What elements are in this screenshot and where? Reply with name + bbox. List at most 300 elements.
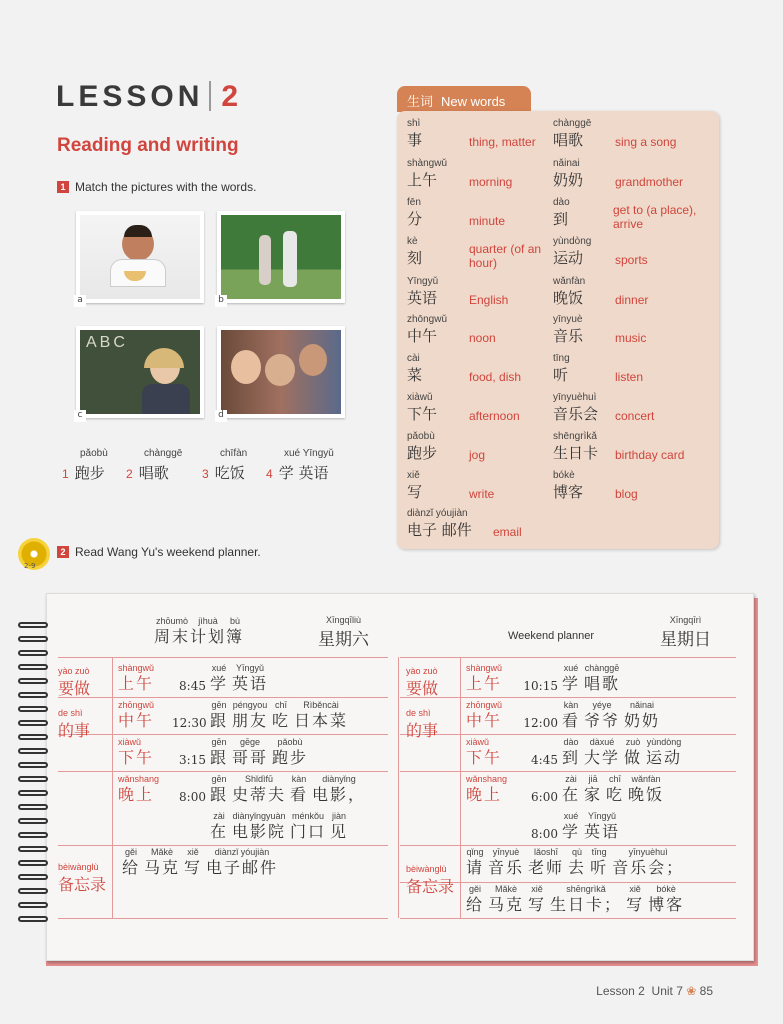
word-hanzi: 音乐 (488, 858, 525, 877)
task-text: Read Wang Yu's weekend planner. (75, 545, 261, 559)
spiral-ring (18, 846, 48, 852)
title-word: bù 簿 (226, 616, 245, 646)
word-pinyin: wǎnfàn (631, 774, 661, 784)
activity-word (290, 810, 326, 842)
memo-word (122, 846, 140, 878)
picture-label: a (74, 295, 86, 307)
activity-word (584, 810, 620, 842)
footer-unit: Unit 7 (651, 984, 683, 998)
word-hanzi: 写 (184, 858, 203, 877)
audio-track-label: 2-9 (24, 562, 36, 570)
option-pinyin: chànggē (144, 448, 183, 459)
vocab-hanzi: 上午 (407, 171, 438, 189)
column-line (112, 657, 113, 918)
time-value: 3:15 (179, 753, 206, 767)
vocab-hanzi: 刻 (407, 249, 423, 267)
vocab-entry (553, 392, 713, 432)
spiral-ring (18, 874, 48, 880)
word-pinyin: xiě (531, 884, 543, 894)
vocab-english: email (493, 525, 522, 539)
vocab-entry (407, 431, 557, 471)
word-hanzi: 生日卡； (550, 895, 623, 914)
word-pinyin: gēge (240, 737, 261, 747)
task-number: 2 (57, 546, 69, 558)
activity-word (232, 773, 286, 805)
vocab-pinyin: pǎobù (407, 431, 435, 442)
activity-word (584, 773, 602, 805)
time-of-day (118, 699, 172, 731)
activity-word (628, 773, 664, 805)
word-hanzi: 吃 (272, 711, 291, 730)
word-pinyin: kàn (563, 700, 579, 710)
plan-row (466, 662, 624, 694)
time-of-day (466, 736, 520, 768)
jogger-2 (283, 231, 297, 287)
picture-d (217, 326, 345, 418)
picture-b (217, 211, 345, 303)
word-pinyin: gēn (211, 700, 227, 710)
activity-word (312, 773, 366, 805)
word-pinyin: lǎoshī (534, 847, 559, 857)
memo-word (488, 846, 524, 878)
vocab-english: write (469, 487, 495, 501)
vocab-entry (407, 470, 557, 510)
word-hanzi: 史蒂夫 (232, 785, 287, 804)
activity-word (272, 699, 290, 731)
vocab-english: afternoon (469, 409, 520, 423)
word-hanzi: 去 (568, 858, 587, 877)
word-pinyin: gěi (469, 884, 482, 894)
vocab-pinyin: xiě (407, 470, 420, 481)
vocab-entry (553, 197, 713, 237)
label-pinyin: xiàwǔ (466, 737, 490, 747)
memo-row (466, 883, 688, 915)
word-hanzi: 马克 (144, 858, 181, 877)
vocab-pinyin: dào (553, 197, 570, 208)
vocab-pinyin: shēngrìkǎ (553, 431, 597, 442)
plan-row (118, 736, 312, 768)
word-hanzi: 朋友 (232, 711, 269, 730)
vocab-hanzi: 事 (407, 131, 423, 149)
word-pinyin: yīnyuè (492, 847, 520, 857)
memo-word (568, 846, 586, 878)
option-4 (266, 448, 334, 483)
word-pinyin: gěi (125, 847, 138, 857)
word-pinyin: bókè (656, 884, 676, 894)
lesson-number: 2 (221, 80, 243, 113)
spiral-ring (18, 860, 48, 866)
vocab-english: sports (615, 253, 648, 267)
option-3 (202, 448, 247, 483)
option-2 (126, 448, 182, 483)
activity-word (210, 736, 228, 768)
memo-word (626, 883, 644, 915)
word-pinyin: zài (213, 811, 225, 821)
word-hanzi: 家 (584, 785, 603, 804)
jogger-1 (259, 235, 271, 285)
vocab-pinyin: yīnyuè (553, 314, 583, 325)
picture-a (76, 211, 204, 303)
vocab-entry (407, 353, 557, 393)
ruled-line (58, 697, 388, 698)
plan-row (466, 699, 664, 731)
word-hanzi: 请 (466, 858, 485, 877)
word-pinyin: zuò (625, 737, 641, 747)
word-pinyin: jiàn (332, 811, 347, 821)
picture-label: b (215, 295, 227, 307)
memo-word (466, 846, 484, 878)
activity-word (232, 736, 268, 768)
activity-word (290, 773, 308, 805)
activity-word (294, 699, 348, 731)
word-hanzi: 哥哥 (232, 748, 269, 767)
ruled-line (58, 771, 388, 772)
word-hanzi: 爷爷 (584, 711, 621, 730)
plan-row (118, 662, 272, 694)
spiral-ring (18, 902, 48, 908)
vocab-hanzi: 生日卡 (553, 444, 599, 462)
spiral-ring (18, 776, 48, 782)
label-pinyin: wǎnshang (118, 774, 160, 784)
vocab-hanzi: 中午 (407, 327, 438, 345)
time-value: 8:00 (531, 827, 558, 841)
vocab-entry (407, 508, 557, 548)
ruled-line (400, 697, 736, 698)
word-hanzi: 晚饭 (628, 785, 665, 804)
vocab-pinyin: shàngwǔ (407, 158, 448, 169)
word-hanzi: 跟 (210, 785, 229, 804)
word-pinyin: chī (275, 700, 288, 710)
memo-word (206, 846, 278, 878)
word-hanzi: 老师 (528, 858, 565, 877)
task-text: Match the pictures with the words. (75, 180, 257, 194)
vocab-english: listen (615, 370, 644, 384)
word-hanzi: 门口 (290, 822, 327, 841)
option-pinyin: pǎobù (80, 448, 108, 459)
ruled-line (400, 734, 736, 735)
vocab-hanzi: 运动 (553, 249, 584, 267)
vocab-hanzi: 菜 (407, 366, 423, 384)
word-pinyin: pǎobù (277, 737, 303, 747)
vocab-hanzi: 写 (407, 483, 423, 501)
word-hanzi: 给 (466, 895, 485, 914)
vocab-pinyin: fēn (407, 197, 421, 208)
word-hanzi: 奶奶 (624, 711, 661, 730)
word-pinyin: zài (565, 774, 577, 784)
plan-row (118, 699, 352, 731)
footer-lesson: Lesson 2 (596, 984, 645, 998)
vocab-english: dinner (615, 293, 649, 307)
word-pinyin: Shǐdìfū (245, 774, 274, 784)
lesson-title (56, 80, 242, 114)
word-pinyin: gēn (211, 737, 227, 747)
vocab-pinyin: wǎnfàn (553, 276, 586, 287)
word-pinyin: yīnyuèhuì (628, 847, 668, 857)
word-hanzi: 英语 (584, 822, 621, 841)
vocab-entry (407, 197, 557, 237)
title-word: zhōumò 周末 (154, 616, 191, 646)
vocab-entry (407, 314, 557, 354)
vocab-pinyin: zhōngwǔ (407, 314, 448, 325)
vocab-pinyin: kè (407, 236, 418, 247)
memo-word (612, 846, 684, 878)
spiral-ring (18, 818, 48, 824)
flower-icon: ❀ (686, 984, 697, 998)
vocab-pinyin: shì (407, 118, 421, 129)
activity-word (210, 662, 228, 694)
tab-chinese: 生词 (407, 95, 434, 110)
new-words-tab (397, 86, 531, 112)
todo-label-sun: yào zuò 要做 (406, 666, 439, 698)
vocab-english: birthday card (615, 448, 685, 462)
vocab-entry (407, 158, 557, 198)
option-pinyin: chīfàn (220, 448, 248, 459)
word-hanzi: 给 (122, 858, 141, 877)
word-hanzi: 运动 (646, 748, 683, 767)
word-pinyin: dàxué (589, 737, 615, 747)
picture-label: c (74, 410, 86, 422)
option-hanzi: 学 英语 (278, 464, 329, 482)
page-footer (596, 984, 713, 998)
vocab-entry (553, 118, 713, 158)
option-hanzi: 吃饭 (214, 464, 245, 482)
word-pinyin: dào (563, 737, 579, 747)
time-of-day (466, 773, 520, 805)
boy-hair (124, 225, 152, 237)
memo-word (184, 846, 202, 878)
vocab-hanzi: 英语 (407, 289, 438, 307)
word-pinyin: xué (563, 811, 579, 821)
sunday-heading: Xīngqīrì 星期日 (660, 615, 711, 650)
vocab-entry (553, 158, 713, 198)
things-label-sun: de shì 的事 (406, 708, 439, 740)
activity-word (562, 736, 580, 768)
memo-row (466, 846, 688, 878)
vocab-english: get to (a place), arrive (613, 203, 697, 231)
ruled-line (58, 918, 388, 919)
word-hanzi: 电子邮件 (206, 858, 279, 877)
vocab-english: quarter (of an hour) (469, 242, 542, 270)
word-pinyin: xiě (629, 884, 641, 894)
label-pinyin: wǎnshang (466, 774, 508, 784)
singer-3 (299, 344, 327, 376)
word-hanzi: 学 (562, 822, 581, 841)
label-hanzi: 中午 (118, 711, 155, 730)
activity-word (562, 810, 580, 842)
time-of-day (118, 773, 172, 805)
ruled-line (400, 771, 736, 772)
vocab-hanzi: 听 (553, 366, 569, 384)
time-value: 8:45 (179, 679, 206, 693)
planner-title (154, 615, 244, 647)
saturday-heading: Xīngqīliù 星期六 (318, 615, 369, 650)
girl-uniform (142, 384, 190, 414)
word-hanzi: 大学 (584, 748, 621, 767)
vocab-english: concert (615, 409, 655, 423)
spiral-ring (18, 664, 48, 670)
word-pinyin: jiā (588, 774, 598, 784)
label-pinyin: zhōngwǔ (466, 700, 503, 710)
spiral-ring (18, 734, 48, 740)
vocab-english: jog (469, 448, 486, 462)
activity-word (210, 810, 228, 842)
spiral-ring (18, 748, 48, 754)
activity-word (232, 699, 268, 731)
word-hanzi: 学 (562, 674, 581, 693)
vocab-english: noon (469, 331, 496, 345)
spiral-ring (18, 636, 48, 642)
word-hanzi: 在 (562, 785, 581, 804)
plan-row (118, 773, 370, 805)
label-hanzi: 上午 (466, 674, 503, 693)
word-hanzi: 在 (210, 822, 229, 841)
memo-word (590, 846, 608, 878)
word-pinyin: diànyǐng (322, 774, 356, 784)
time-value: 6:00 (531, 790, 558, 804)
word-hanzi: 博客 (648, 895, 685, 914)
time-of-day (118, 662, 172, 694)
option-number: 4 (266, 467, 273, 481)
word-pinyin: shēngrìkǎ (566, 884, 606, 894)
word-hanzi: 跟 (210, 711, 229, 730)
word-hanzi: 电影院 (232, 822, 287, 841)
vocab-entry (553, 314, 713, 354)
word-hanzi: 音乐会； (612, 858, 685, 877)
girl-hair (144, 348, 184, 368)
word-hanzi: 电影， (312, 785, 367, 804)
vocab-entry (553, 431, 713, 471)
memo-word (488, 883, 524, 915)
time-value: 4:45 (531, 753, 558, 767)
spiral-ring (18, 832, 48, 838)
memo-word (528, 883, 546, 915)
word-pinyin: xué (563, 663, 579, 673)
spiral-ring (18, 650, 48, 656)
spiral-ring (18, 916, 48, 922)
plan-row (466, 773, 668, 805)
time-of-day (466, 699, 520, 731)
label-hanzi: 晚上 (118, 785, 155, 804)
activity-word (624, 699, 660, 731)
singer-1 (231, 350, 261, 384)
vocab-hanzi: 跑步 (407, 444, 438, 462)
word-pinyin: yùndòng (646, 737, 682, 747)
vocab-entry (407, 276, 557, 316)
memo-word (144, 846, 180, 878)
word-hanzi: 听 (590, 858, 609, 877)
label-hanzi: 下午 (118, 748, 155, 767)
column-line (398, 657, 399, 918)
word-pinyin: tīng (591, 847, 607, 857)
spiral-ring (18, 720, 48, 726)
things-label-sat: de shì 的事 (58, 708, 91, 740)
vocab-entry (407, 392, 557, 432)
vocab-english: blog (615, 487, 638, 501)
label-pinyin: shàngwǔ (466, 663, 503, 673)
word-hanzi: 日本菜 (294, 711, 349, 730)
word-pinyin: chànggē (584, 663, 620, 673)
spiral-ring (18, 706, 48, 712)
vocab-english: thing, matter (469, 135, 536, 149)
time-value: 8:00 (179, 790, 206, 804)
activity-word (232, 810, 286, 842)
word-pinyin: kàn (291, 774, 307, 784)
plan-row (466, 810, 624, 842)
word-pinyin: xiě (187, 847, 199, 857)
vocab-pinyin: tīng (553, 353, 570, 364)
time-of-day (118, 736, 172, 768)
ruled-line (400, 657, 736, 658)
vocab-pinyin: xiàwǔ (407, 392, 433, 403)
vocab-entry (553, 353, 713, 393)
word-pinyin: gēn (211, 774, 227, 784)
ruled-line (58, 657, 388, 658)
vocab-pinyin: diànzǐ yóujiàn (407, 508, 468, 519)
ruled-line (58, 734, 388, 735)
task-number: 1 (57, 181, 69, 193)
label-hanzi: 晚上 (466, 785, 503, 804)
memo-word (648, 883, 684, 915)
word-hanzi: 马克 (488, 895, 525, 914)
label-hanzi: 中午 (466, 711, 503, 730)
lesson-word: LESSON (56, 80, 204, 113)
vocab-english: grandmother (615, 175, 684, 189)
page-number: 85 (699, 984, 713, 998)
picture-c (76, 326, 204, 418)
word-pinyin: Yīngyǔ (588, 811, 617, 821)
memo-word (466, 883, 484, 915)
time-value: 12:30 (172, 716, 207, 730)
activity-word (562, 662, 580, 694)
activity-word (624, 736, 642, 768)
activity-word (210, 773, 228, 805)
spiral-ring (18, 622, 48, 628)
label-pinyin: shàngwǔ (118, 663, 155, 673)
activity-word (584, 699, 620, 731)
vocab-english: food, dish (469, 370, 522, 384)
option-hanzi: 跑步 (74, 464, 105, 482)
word-pinyin: xué (211, 663, 227, 673)
word-hanzi: 见 (330, 822, 349, 841)
task-1-instruction (57, 180, 256, 194)
option-pinyin: xué Yīngyǔ (284, 448, 334, 459)
word-pinyin: nǎinai (630, 700, 655, 710)
spiral-ring (18, 804, 48, 810)
vocab-hanzi: 奶奶 (553, 171, 584, 189)
word-pinyin: chī (609, 774, 622, 784)
activity-word (232, 662, 268, 694)
vocab-hanzi: 晚饭 (553, 289, 584, 307)
label-pinyin: zhōngwǔ (118, 700, 155, 710)
activity-word (272, 736, 308, 768)
word-pinyin: yéye (592, 700, 612, 710)
label-hanzi: 下午 (466, 748, 503, 767)
activity-word (646, 736, 682, 768)
spiral-ring (18, 790, 48, 796)
vocab-english: minute (469, 214, 506, 228)
word-pinyin: diànyǐngyuàn (232, 811, 286, 821)
option-number: 3 (202, 467, 209, 481)
word-hanzi: 做 (624, 748, 643, 767)
word-hanzi: 看 (290, 785, 309, 804)
time-value: 12:00 (523, 716, 558, 730)
singer-2 (265, 354, 295, 386)
word-hanzi: 写 (528, 895, 547, 914)
activity-word (584, 736, 620, 768)
vocab-hanzi: 分 (407, 210, 423, 228)
vocab-hanzi: 音乐 (553, 327, 584, 345)
time-of-day (466, 662, 520, 694)
